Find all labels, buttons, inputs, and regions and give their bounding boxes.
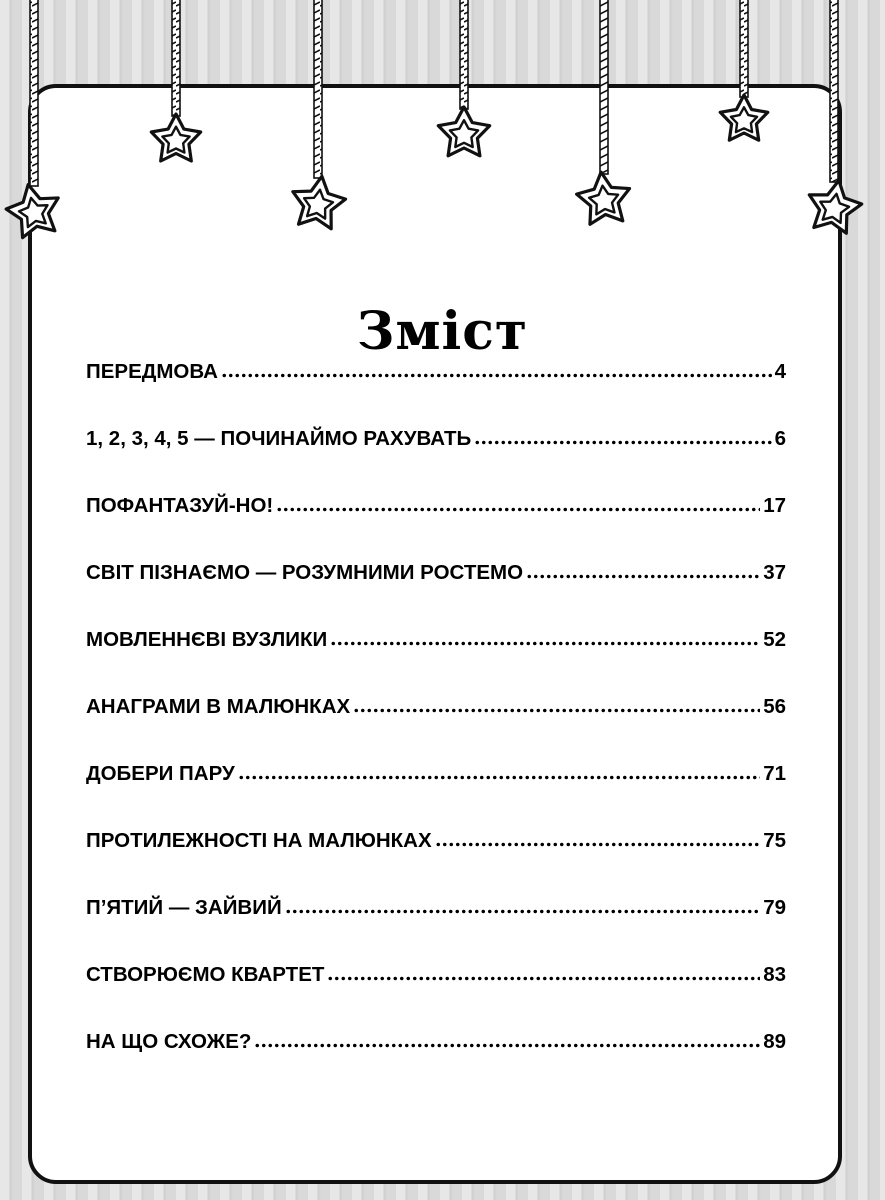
toc-entry[interactable] [86, 360, 786, 400]
toc-entry-page: 6 [774, 427, 786, 450]
toc-entry[interactable] [86, 762, 786, 802]
star-garland [0, 0, 885, 260]
star-icon [438, 107, 489, 156]
hanging-string [460, 0, 468, 109]
hanging-string [740, 0, 748, 97]
dot-leader [526, 574, 760, 579]
hanging-string [314, 0, 322, 178]
toc-entry-title: ПЕРЕДМОВА [86, 360, 218, 383]
toc-entry[interactable] [86, 896, 786, 936]
toc-entry-page: 89 [763, 1030, 786, 1053]
star-icon [2, 179, 65, 240]
toc-entry-title: НА ЩО СХОЖЕ? [86, 1030, 252, 1053]
toc-entry[interactable] [86, 494, 786, 534]
toc-entry[interactable] [86, 695, 786, 735]
toc-entry-page: 83 [763, 963, 786, 986]
dot-leader [276, 507, 760, 512]
toc-entry-title: ДОБЕРИ ПАРУ [86, 762, 235, 785]
dot-leader [221, 373, 772, 378]
star-icon [151, 114, 200, 161]
dot-leader [285, 909, 760, 914]
toc-entry-title: СВІТ ПІЗНАЄМО — РОЗУМНИМИ РОСТЕМО [86, 561, 524, 584]
toc-entry-page: 75 [763, 829, 786, 852]
toc-entry-title: АНАГРАМИ В МАЛЮНКАХ [86, 695, 351, 718]
toc-entry-page: 17 [763, 494, 786, 517]
toc-entry[interactable] [86, 1030, 786, 1070]
hanging-string [30, 0, 38, 186]
star-icon [575, 169, 633, 225]
toc-entry-title: МОВЛЕННЄВІ ВУЗЛИКИ [86, 628, 328, 651]
toc-entry-page: 37 [763, 561, 786, 584]
toc-entry-page: 56 [763, 695, 786, 718]
toc-entry-page: 4 [774, 360, 786, 383]
toc-entry-title: 1, 2, 3, 4, 5 — ПОЧИНАЙМО РАХУВАТЬ [86, 427, 472, 450]
dot-leader [474, 440, 771, 445]
star-icon [720, 95, 768, 140]
toc-entry-page: 71 [763, 762, 786, 785]
star-icon [288, 173, 348, 231]
toc-entry[interactable] [86, 628, 786, 668]
toc-entry[interactable] [86, 963, 786, 1003]
toc-entry-page: 79 [763, 896, 786, 919]
dot-leader [327, 976, 760, 981]
toc-entry-title: П’ЯТИЙ — ЗАЙВИЙ [86, 896, 282, 919]
toc-entry[interactable] [86, 561, 786, 601]
toc-entry-page: 52 [763, 628, 786, 651]
star-icon [804, 176, 865, 235]
dot-leader [330, 641, 760, 646]
dot-leader [254, 1043, 760, 1048]
dot-leader [353, 708, 760, 713]
toc-entry-title: СТВОРЮЄМО КВАРТЕТ [86, 963, 325, 986]
toc-entry-title: ПОФАНТАЗУЙ-НО! [86, 494, 274, 517]
dot-leader [238, 775, 760, 780]
toc-entry[interactable] [86, 829, 786, 869]
dot-leader [435, 842, 761, 847]
toc-entry[interactable] [86, 427, 786, 467]
hanging-string [172, 0, 180, 116]
toc-entry-title: ПРОТИЛЕЖНОСТІ НА МАЛЮНКАХ [86, 829, 432, 852]
hanging-string [600, 0, 608, 174]
page-title: Зміст [356, 300, 529, 362]
hanging-string [830, 0, 838, 182]
